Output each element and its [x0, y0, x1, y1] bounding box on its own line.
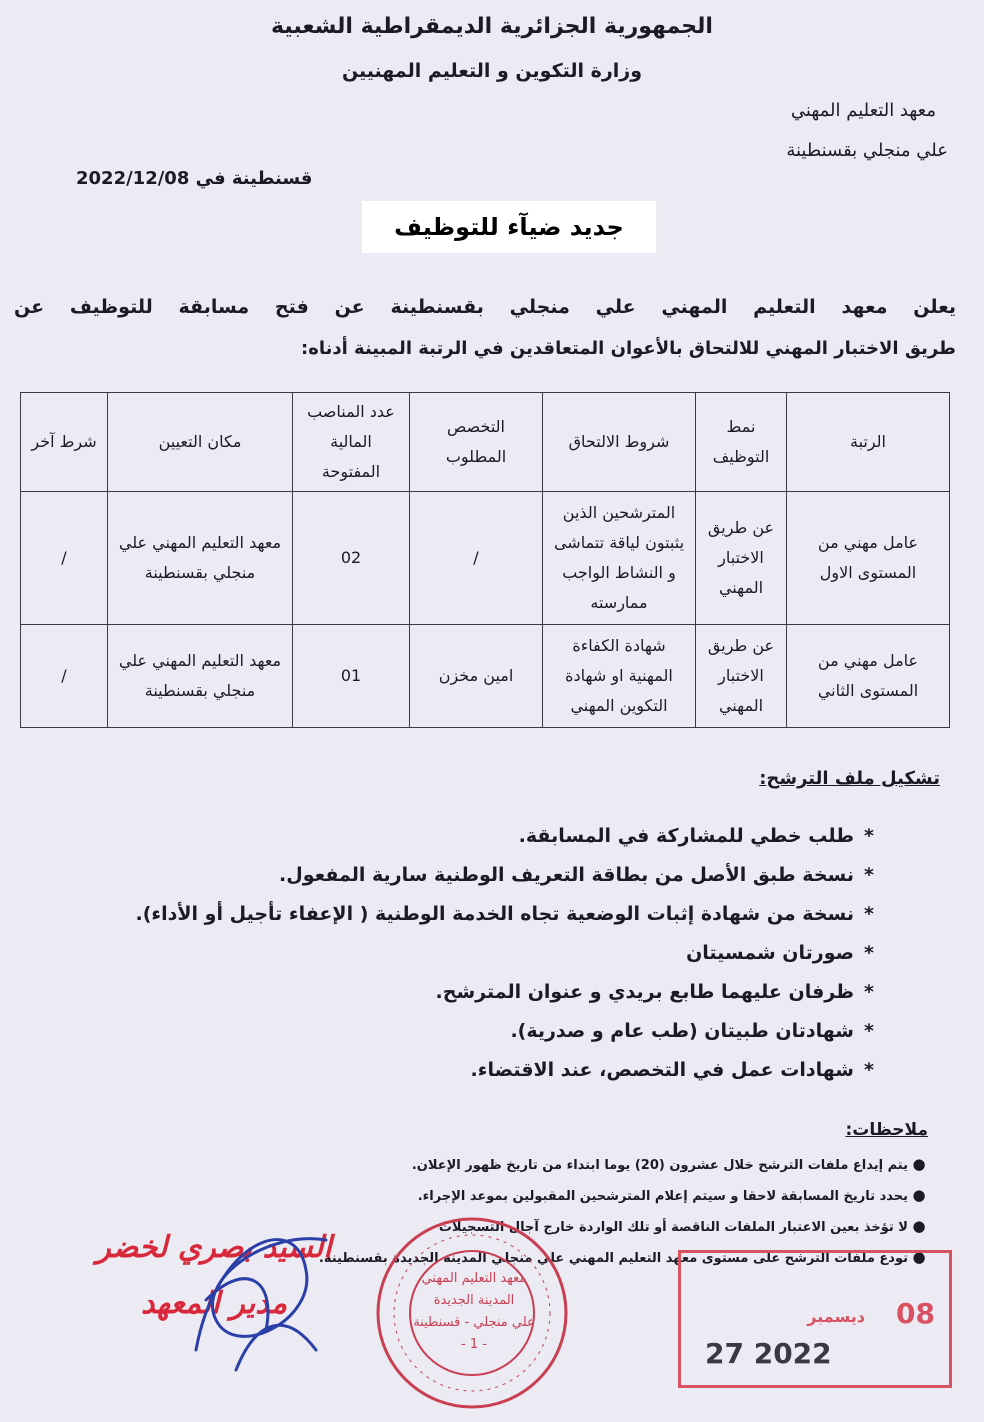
list-item: ●يتم إيداع ملفات الترشح خلال عشرون (20) يوما ابتداء من تاريخ ظهور الإعلان.: [319, 1150, 930, 1181]
cell-location: معهد التعليم المهني علي منجلي بقسنطينة: [108, 492, 293, 625]
intro-line-1: يعلن معهد التعليم المهني علي منجلي بقسنطينة عن فتح مسابقة للتوظيف عن: [14, 296, 956, 318]
list-item: ●لا تؤخذ بعين الاعتبار الملفات الناقصة أو تلك الواردة خارج آجال التسجيلات: [319, 1212, 930, 1243]
document-date: قسنطينة في 2022/12/08: [76, 168, 313, 189]
signatory-role: مدير المعهد: [140, 1286, 288, 1321]
list-item: *طلب خطي للمشاركة في المسابقة.: [136, 820, 884, 859]
col-header-location: مكان التعيين: [108, 393, 293, 492]
star-bullet-icon: *: [864, 981, 874, 1003]
cell-positions-count: 01: [293, 625, 410, 728]
date-stamp: [678, 1250, 952, 1388]
cell-conditions: المترشحين الذين يثبتون لياقة تتماشى و النشاط الواجب ممارسته: [543, 492, 696, 625]
cell-other: /: [21, 625, 108, 728]
list-item: ●يحدد تاريخ المسابقة لاحقا و سيتم إعلام المترشحين المقبولين بموعد الإجراء.: [319, 1181, 930, 1212]
handwritten-signature-icon: [176, 1200, 346, 1380]
republic-header: الجمهورية الجزائرية الديمقراطية الشعبية: [271, 14, 713, 39]
star-bullet-icon: *: [864, 1059, 874, 1081]
bullet-icon: ●: [912, 1217, 926, 1235]
seal-text: معهد التعليم المهني المدينة الجديدة علي منجلي - قسنطينة - 1 -: [413, 1271, 535, 1352]
cell-recruit-mode: عن طريق الاختبار المهني: [696, 625, 787, 728]
required-documents-list: [136, 820, 884, 1093]
col-header-other: شرط آخر: [21, 393, 108, 492]
ministry-header: وزارة التكوين و التعليم المهنيين: [341, 60, 643, 82]
signatory-name: السيد بصري لخضر: [96, 1230, 332, 1265]
cell-recruit-mode: عن طريق الاختبار المهني: [696, 492, 787, 625]
col-header-conditions: شروط الالتحاق: [543, 393, 696, 492]
bullet-icon: ●: [912, 1186, 926, 1204]
table-row: [21, 492, 950, 625]
intro-line-2: طريق الاختبار المهني للالتحاق بالأعوان المتعاقدين في الرتبة المبينة أدناه:: [301, 338, 956, 359]
watermark-banner: جديد ضيآء للتوظيف: [362, 201, 656, 253]
star-bullet-icon: *: [864, 825, 874, 847]
file-section-title: تشكيل ملف الترشح:: [759, 768, 940, 789]
star-bullet-icon: *: [864, 864, 874, 886]
col-header-grade: الرتبة: [787, 393, 950, 492]
positions-table: [20, 392, 950, 728]
cell-specialty: امين مخزن: [410, 625, 543, 728]
stamp-day: 08: [896, 1297, 935, 1330]
cell-other: /: [21, 492, 108, 625]
cell-grade: عامل مهني من المستوى الثاني: [787, 625, 950, 728]
col-header-positions-count: عدد المناصب المالية المفتوحة: [293, 393, 410, 492]
list-item: *نسخة طبق الأصل من بطاقة التعريف الوطنية سارية المفعول.: [136, 859, 884, 898]
list-item: *شهادات عمل في التخصص، عند الاقتضاء.: [136, 1054, 884, 1093]
col-header-recruit-mode: نمط التوظيف: [696, 393, 787, 492]
list-item: *نسخة من شهادة إثبات الوضعية تجاه الخدمة الوطنية ( الإعفاء تأجيل أو الأداء).: [136, 898, 884, 937]
cell-grade: عامل مهني من المستوى الاول: [787, 492, 950, 625]
cell-specialty: /: [410, 492, 543, 625]
list-item: *صورتان شمسيتان: [136, 937, 884, 976]
star-bullet-icon: *: [864, 1020, 874, 1042]
bullet-icon: ●: [912, 1248, 926, 1266]
table-header-row: [21, 393, 950, 492]
notes-title: ملاحظات:: [845, 1120, 928, 1140]
table-row: [21, 625, 950, 728]
list-item: ●تودع ملفات الترشح على مستوى معهد التعليم المهني علي منجلي المدينة الجديدة بقسنطينة.: [319, 1243, 930, 1274]
list-item: *شهادتان طبيتان (طب عام و صدرية).: [136, 1015, 884, 1054]
list-item: *ظرفان عليهما طابع بريدي و عنوان المترشح.: [136, 976, 884, 1015]
bullet-icon: ●: [912, 1155, 926, 1173]
stamp-month: ديسمبر: [807, 1307, 865, 1326]
cell-location: معهد التعليم المهني علي منجلي بقسنطينة: [108, 625, 293, 728]
stamp-registration: 27 2022: [705, 1337, 832, 1370]
col-header-specialty: التخصص المطلوب: [410, 393, 543, 492]
cell-positions-count: 02: [293, 492, 410, 625]
cell-conditions: شهادة الكفاءة المهنية او شهادة التكوين المهني: [543, 625, 696, 728]
star-bullet-icon: *: [864, 903, 874, 925]
institute-name: معهد التعليم المهني: [790, 100, 936, 121]
star-bullet-icon: *: [864, 942, 874, 964]
institute-location: علي منجلي بقسنطينة: [786, 140, 948, 161]
